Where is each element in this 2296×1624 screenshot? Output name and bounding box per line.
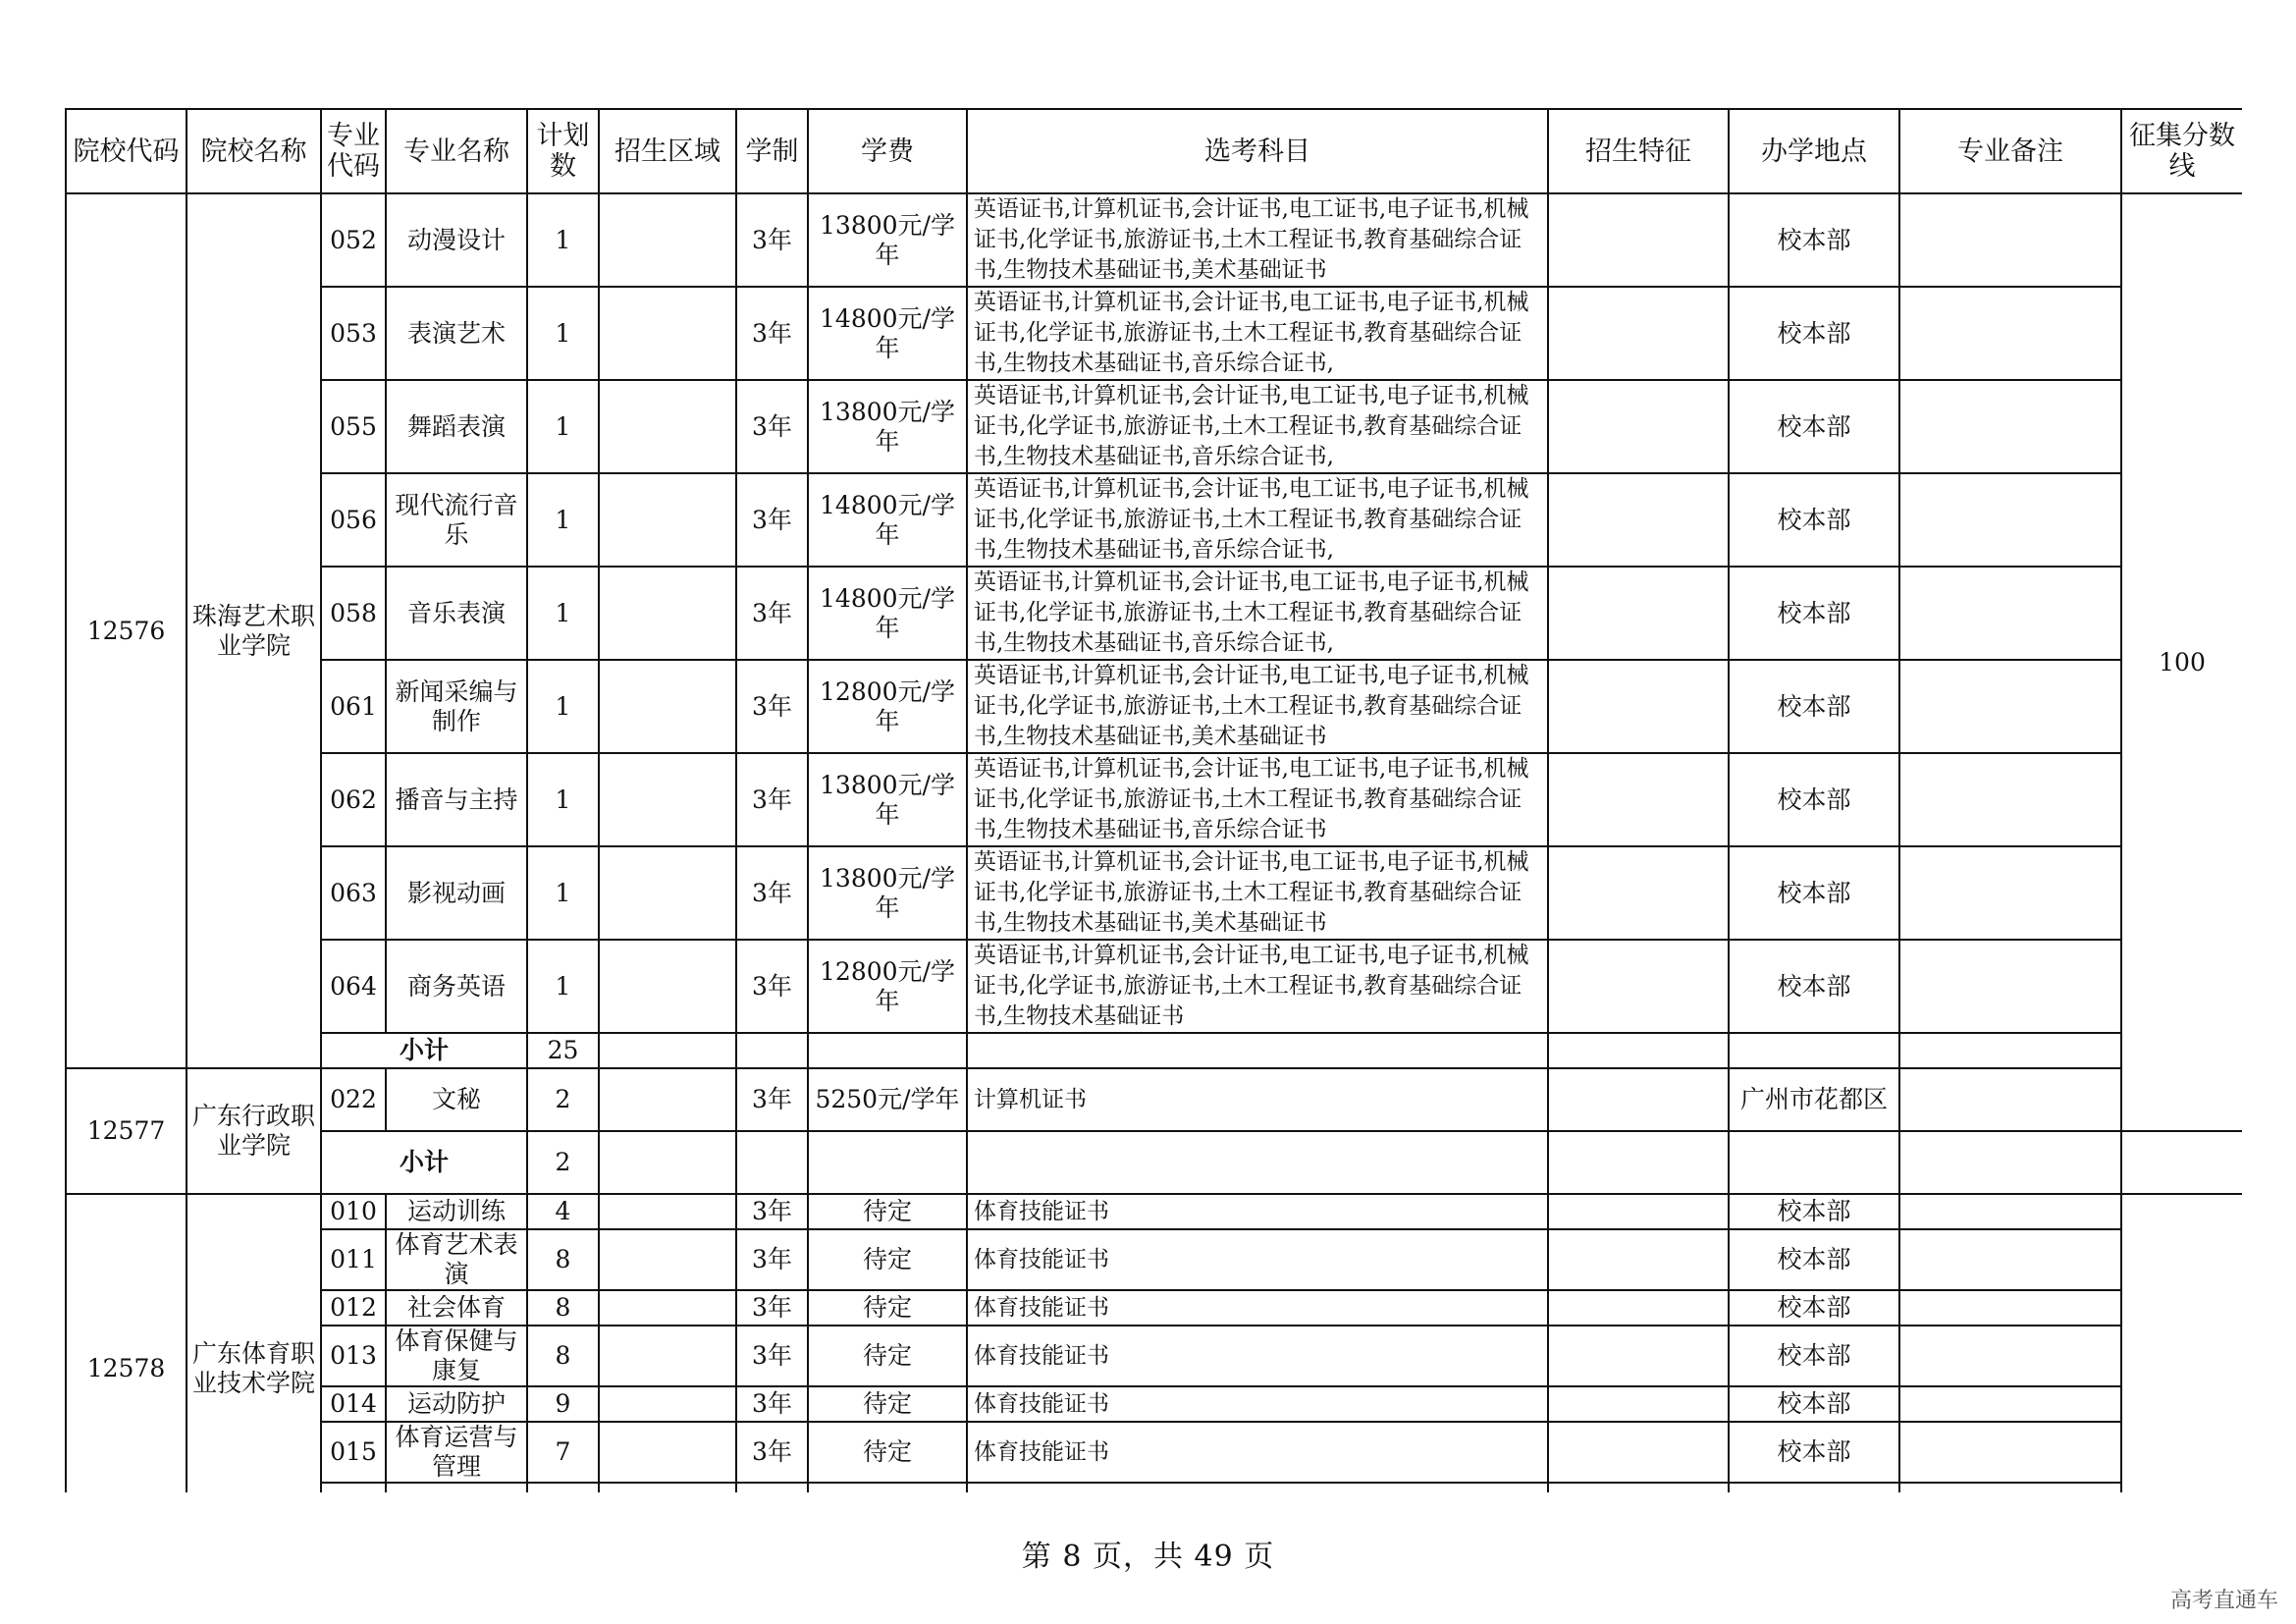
location: 校本部 [1729,660,1899,753]
remarks [1899,1290,2121,1326]
fee: 12800元/学年 [808,660,967,753]
school-name: 珠海艺术职业学院 [187,193,321,1068]
fee: 待定 [808,1229,967,1290]
region [599,1386,736,1422]
location: 校本部 [1729,193,1899,287]
location: 校本部 [1729,287,1899,380]
features [1548,1386,1729,1422]
features [1548,1068,1729,1131]
major-name: 动漫设计 [386,193,527,287]
duration: 3年 [736,1422,808,1483]
major-code: 056 [321,473,386,567]
fee: 13800元/学年 [808,193,967,287]
plan-count: 1 [527,473,599,567]
fee: 待定 [808,1326,967,1386]
table-row [66,940,2242,1033]
region [599,567,736,660]
location: 校本部 [1729,473,1899,567]
plan-count: 1 [527,846,599,940]
features [1548,1290,1729,1326]
duration: 3年 [736,846,808,940]
major-code: 022 [321,1068,386,1131]
plan-count: 7 [527,1422,599,1483]
features [1548,1326,1729,1386]
header-location: 办学地点 [1729,109,1899,193]
table-row [66,473,2242,567]
table-row [66,1326,2242,1386]
major-code: 053 [321,287,386,380]
duration: 3年 [736,1229,808,1290]
header-school-name: 院校名称 [187,109,321,193]
table-row [66,1068,2242,1131]
header-duration: 学制 [736,109,808,193]
fee: 14800元/学年 [808,473,967,567]
region [599,287,736,380]
fee: 14800元/学年 [808,567,967,660]
school-code: 12576 [66,193,187,1068]
subjects: 英语证书,计算机证书,会计证书,电工证书,电子证书,机械证书,化学证书,旅游证书,土木工程证书,教育基础综合证书,生物技术基础证书,音乐综合证书, [967,287,1548,380]
table-row [66,1290,2242,1326]
major-code: 061 [321,660,386,753]
location: 校本部 [1729,1386,1899,1422]
major-code: 011 [321,1229,386,1290]
school-name: 广东体育职业技术学院 [187,1194,321,1492]
plan-count: 4 [527,1194,599,1229]
location: 校本部 [1729,1194,1899,1229]
major-code: 052 [321,193,386,287]
plan-count: 1 [527,660,599,753]
plan-count: 8 [527,1326,599,1386]
table-row [66,567,2242,660]
major-name: 表演艺术 [386,287,527,380]
location: 校本部 [1729,1290,1899,1326]
fee: 待定 [808,1194,967,1229]
plan-count: 1 [527,193,599,287]
region [599,1422,736,1483]
plan-count: 1 [527,753,599,846]
location: 校本部 [1729,380,1899,473]
score-line-empty [2121,1194,2242,1492]
table-row [66,193,2242,287]
header-major-code: 专业代码 [321,109,386,193]
region [599,473,736,567]
table-row-continued [66,1483,2242,1492]
features [1548,846,1729,940]
subjects: 体育技能证书 [967,1422,1548,1483]
region [599,940,736,1033]
duration: 3年 [736,753,808,846]
school-name: 广东行政职业学院 [187,1068,321,1194]
subtotal-label: 小计 [321,1033,527,1068]
subjects: 体育技能证书 [967,1386,1548,1422]
remarks [1899,1326,2121,1386]
features [1548,1422,1729,1483]
features [1548,567,1729,660]
remarks [1899,1194,2121,1229]
table-row [66,660,2242,753]
region [599,1326,736,1386]
plan-count: 1 [527,567,599,660]
duration: 3年 [736,940,808,1033]
major-code: 058 [321,567,386,660]
subjects: 体育技能证书 [967,1290,1548,1326]
duration: 3年 [736,1194,808,1229]
header-region: 招生区域 [599,109,736,193]
subtotal-row [66,1033,2242,1068]
admission-table [65,108,2242,1492]
remarks [1899,287,2121,380]
region [599,1229,736,1290]
duration: 3年 [736,1290,808,1326]
features [1548,660,1729,753]
features [1548,380,1729,473]
plan-count: 9 [527,1386,599,1422]
subjects: 英语证书,计算机证书,会计证书,电工证书,电子证书,机械证书,化学证书,旅游证书,土木工程证书,教育基础综合证书,生物技术基础证书,音乐综合证书, [967,567,1548,660]
major-name: 体育保健与康复 [386,1326,527,1386]
subjects: 体育技能证书 [967,1194,1548,1229]
major-code: 064 [321,940,386,1033]
table-row [66,380,2242,473]
table-row [66,753,2242,846]
plan-count: 8 [527,1229,599,1290]
location: 校本部 [1729,1422,1899,1483]
remarks [1899,1386,2121,1422]
major-name: 影视动画 [386,846,527,940]
subjects: 计算机证书 [967,1068,1548,1131]
region [599,1194,736,1229]
features [1548,940,1729,1033]
major-name: 现代流行音乐 [386,473,527,567]
major-name: 体育艺术表演 [386,1229,527,1290]
table-row [66,1422,2242,1483]
major-name: 文秘 [386,1068,527,1131]
features [1548,753,1729,846]
major-code: 015 [321,1422,386,1483]
plan-count: 1 [527,287,599,380]
page-footer: 第 8 页，共 49 页 [1021,1540,1275,1574]
fee: 12800元/学年 [808,940,967,1033]
location: 广州市花都区 [1729,1068,1899,1131]
major-name: 音乐表演 [386,567,527,660]
location: 校本部 [1729,940,1899,1033]
remarks [1899,1068,2121,1131]
remarks [1899,660,2121,753]
remarks [1899,1229,2121,1290]
fee: 13800元/学年 [808,846,967,940]
major-code: 013 [321,1326,386,1386]
region [599,1290,736,1326]
fee: 13800元/学年 [808,380,967,473]
subjects: 英语证书,计算机证书,会计证书,电工证书,电子证书,机械证书,化学证书,旅游证书,土木工程证书,教育基础综合证书,生物技术基础证书,音乐综合证书, [967,380,1548,473]
header-remarks: 专业备注 [1899,109,2121,193]
major-code: 063 [321,846,386,940]
header-features: 招生特征 [1548,109,1729,193]
fee: 待定 [808,1386,967,1422]
subtotal-row [66,1131,2242,1194]
subjects: 体育技能证书 [967,1326,1548,1386]
plan-count: 1 [527,380,599,473]
fee: 待定 [808,1422,967,1483]
table-row [66,846,2242,940]
admission-table-page [65,108,2242,1492]
region [599,193,736,287]
remarks [1899,940,2121,1033]
remarks [1899,567,2121,660]
header-major-name: 专业名称 [386,109,527,193]
score-line: 100 [2121,193,2242,1131]
fee: 5250元/学年 [808,1068,967,1131]
remarks [1899,753,2121,846]
table-row [66,287,2242,380]
header-school-code: 院校代码 [66,109,187,193]
header-row [66,109,2242,193]
major-name: 体育运营与管理 [386,1422,527,1483]
fee: 待定 [808,1290,967,1326]
features [1548,193,1729,287]
features [1548,473,1729,567]
table-row [66,1229,2242,1290]
subtotal-label: 小计 [321,1131,527,1194]
subjects: 英语证书,计算机证书,会计证书,电工证书,电子证书,机械证书,化学证书,旅游证书,土木工程证书,教育基础综合证书,生物技术基础证书,美术基础证书 [967,193,1548,287]
fee: 13800元/学年 [808,753,967,846]
plan-count: 1 [527,940,599,1033]
remarks [1899,473,2121,567]
school-code: 12577 [66,1068,187,1194]
duration: 3年 [736,287,808,380]
table-row [66,1386,2242,1422]
subtotal-count: 2 [527,1131,599,1194]
major-code: 010 [321,1194,386,1229]
duration: 3年 [736,1386,808,1422]
major-name: 播音与主持 [386,753,527,846]
fee: 14800元/学年 [808,287,967,380]
major-name: 运动防护 [386,1386,527,1422]
subjects: 英语证书,计算机证书,会计证书,电工证书,电子证书,机械证书,化学证书,旅游证书,土木工程证书,教育基础综合证书,生物技术基础证书,音乐综合证书, [967,473,1548,567]
subjects: 英语证书,计算机证书,会计证书,电工证书,电子证书,机械证书,化学证书,旅游证书,土木工程证书,教育基础综合证书,生物技术基础证书,美术基础证书 [967,660,1548,753]
duration: 3年 [736,380,808,473]
location: 校本部 [1729,753,1899,846]
location: 校本部 [1729,567,1899,660]
major-name: 商务英语 [386,940,527,1033]
major-code: 012 [321,1290,386,1326]
subtotal-count: 25 [527,1033,599,1068]
subjects: 英语证书,计算机证书,会计证书,电工证书,电子证书,机械证书,化学证书,旅游证书,土木工程证书,教育基础综合证书,生物技术基础证书 [967,940,1548,1033]
region [599,380,736,473]
table-row [66,1194,2242,1229]
header-score-line: 征集分数线 [2121,109,2242,193]
duration: 3年 [736,193,808,287]
major-code: 062 [321,753,386,846]
duration: 3年 [736,473,808,567]
region [599,846,736,940]
location: 校本部 [1729,846,1899,940]
features [1548,287,1729,380]
major-name: 运动训练 [386,1194,527,1229]
major-name: 新闻采编与制作 [386,660,527,753]
duration: 3年 [736,1068,808,1131]
region [599,1068,736,1131]
remarks [1899,380,2121,473]
features [1548,1229,1729,1290]
location: 校本部 [1729,1229,1899,1290]
remarks [1899,193,2121,287]
school-code: 12578 [66,1194,187,1492]
header-plan: 计划数 [527,109,599,193]
remarks [1899,846,2121,940]
plan-count: 8 [527,1290,599,1326]
region [599,660,736,753]
major-code: 014 [321,1386,386,1422]
major-code: 055 [321,380,386,473]
region [599,753,736,846]
header-subjects: 选考科目 [967,109,1548,193]
subjects: 英语证书,计算机证书,会计证书,电工证书,电子证书,机械证书,化学证书,旅游证书,土木工程证书,教育基础综合证书,生物技术基础证书,音乐综合证书 [967,753,1548,846]
watermark: 高考直通车 [2169,1589,2278,1613]
location: 校本部 [1729,1326,1899,1386]
remarks [1899,1422,2121,1483]
duration: 3年 [736,567,808,660]
major-name: 社会体育 [386,1290,527,1326]
duration: 3年 [736,660,808,753]
duration: 3年 [736,1326,808,1386]
subjects: 体育技能证书 [967,1229,1548,1290]
features [1548,1194,1729,1229]
subjects: 英语证书,计算机证书,会计证书,电工证书,电子证书,机械证书,化学证书,旅游证书,土木工程证书,教育基础综合证书,生物技术基础证书,美术基础证书 [967,846,1548,940]
major-name: 舞蹈表演 [386,380,527,473]
header-fee: 学费 [808,109,967,193]
plan-count: 2 [527,1068,599,1131]
